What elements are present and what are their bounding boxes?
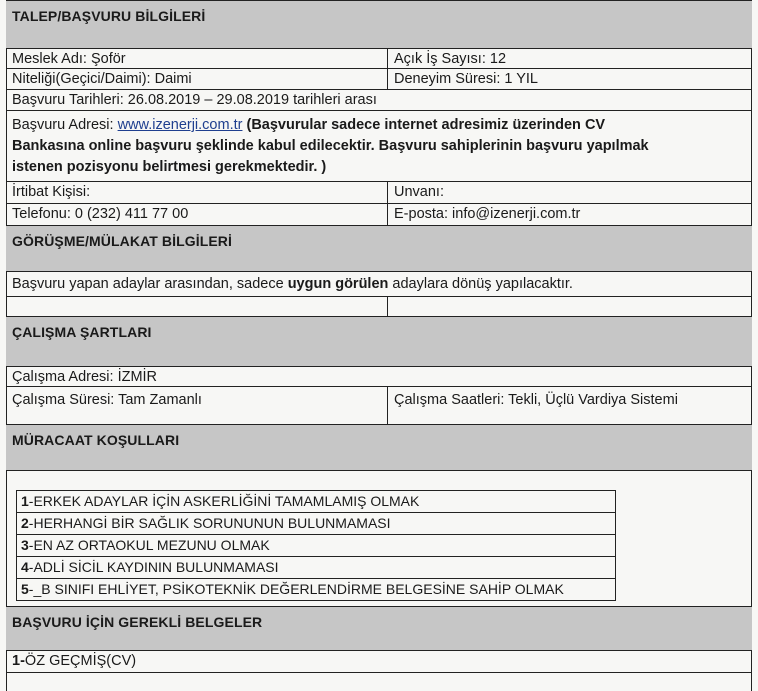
section-header-application-info [6, 0, 752, 48]
requirement-item [17, 579, 615, 601]
document-separator: - [20, 653, 25, 669]
work-hours-cell: Çalışma Saatleri: Tekli, Üçlü Vardiya Sistemi [394, 392, 678, 408]
requirement-text: ERKEK ADAYLAR İÇİN ASKERLİĞİNİ TAMAMLAMIŞ OLMAK [33, 493, 420, 509]
section-header-working-conditions [6, 316, 752, 366]
address-note-2: Bankasına online başvuru şeklinde kabul edilecektir. Başvuru sahiplerinin başvuru yapılmak [12, 138, 649, 154]
document-text [6, 651, 752, 672]
row-quality [6, 68, 752, 89]
empty-cell [6, 297, 388, 316]
requirement-text: ADLİ SİCİL KAYDININ BULUNMAMASI [33, 559, 279, 575]
section-header-interview [6, 225, 752, 271]
requirement-number: 1 [21, 493, 29, 509]
section-header-application-conditions [6, 424, 752, 470]
row-work-hours [6, 386, 752, 424]
row-contact [6, 181, 752, 203]
quality-cell: Niteliği(Geçici/Daimi): Daimi [6, 69, 388, 89]
row-empty [6, 296, 752, 316]
row-interview-text [6, 271, 752, 296]
interview-text [6, 272, 752, 296]
address-note-3: istenen pozisyonu belirtmesi gerekmektedir. ) [12, 159, 327, 175]
section-header-required-documents [6, 606, 752, 650]
document-number: 1 [12, 653, 21, 669]
work-address: Çalışma Adresi: İZMİR [12, 369, 158, 385]
interview-text-after: adaylara dönüş yapılacaktır. [388, 276, 573, 292]
requirement-number: 3 [21, 537, 29, 553]
section-title: TALEP/BAŞVURU BİLGİLERİ [12, 8, 206, 24]
application-dates: Başvuru Tarihleri: 26.08.2019 – 29.08.2019 tarihleri arası [12, 92, 377, 108]
section-title: MÜRACAAT KOŞULLARI [12, 432, 180, 448]
requirement-text: EN AZ ORTAOKUL MEZUNU OLMAK [33, 537, 270, 553]
requirement-separator: - [28, 493, 34, 509]
row-work-address [6, 366, 752, 386]
requirement-number: 5 [21, 581, 29, 597]
requirement-separator: - [28, 559, 34, 575]
open-positions-cell: Açık İş Sayısı: 12 [394, 51, 507, 67]
requirement-number: 2 [21, 515, 29, 531]
section-title: ÇALIŞMA ŞARTLARI [12, 324, 152, 340]
interview-text-before: Başvuru yapan adaylar arasından, sadece [12, 276, 288, 292]
interview-text-bold: uygun görülen [287, 276, 389, 292]
title-cell: Unvanı: [394, 184, 444, 200]
requirement-item [17, 557, 615, 579]
website-link[interactable]: www.izenerji.com.tr [117, 117, 243, 133]
row-occupation [6, 48, 752, 68]
requirement-item [17, 491, 615, 513]
occupation-cell: Meslek Adı: Şoför [6, 49, 388, 68]
requirements-list [16, 490, 616, 601]
requirement-text: HERHANGİ BİR SAĞLIK SORUNUNUN BULUNMAMASI [33, 515, 391, 531]
work-duration-cell: Çalışma Süresi: Tam Zamanlı [6, 387, 388, 424]
section-title: BAŞVURU İÇİN GEREKLİ BELGELER [12, 614, 263, 630]
requirement-separator: - [28, 537, 34, 553]
experience-cell: Deneyim Süresi: 1 YIL [394, 71, 538, 87]
row-address [6, 110, 752, 181]
requirement-separator: - [28, 515, 34, 531]
document-item [6, 650, 752, 672]
requirement-item [17, 535, 615, 557]
row-phone [6, 203, 752, 225]
requirement-text: B SINIFI EHLİYET, PSİKOTEKNİK DEĞERLENDİRME BELGESİNE SAHİP OLMAK [41, 581, 564, 597]
requirement-item [17, 513, 615, 535]
application-address-block [6, 111, 752, 181]
address-note-1: (Başvurular sadece internet adresimiz üzerinden CV [242, 117, 606, 133]
requirement-separator: -_ [28, 581, 42, 597]
address-label: Başvuru Adresi: [12, 117, 118, 133]
requirement-number: 4 [21, 559, 29, 575]
contact-person-cell: İrtibat Kişisi: [6, 182, 388, 203]
row-dates [6, 89, 752, 110]
email-cell: E-posta: info@izenerji.com.tr [394, 206, 581, 222]
document-row-spacer [6, 672, 752, 691]
empty-cell [388, 297, 752, 316]
section-title: GÖRÜŞME/MÜLAKAT BİLGİLERİ [12, 233, 233, 249]
document-label: ÖZ GEÇMİŞ(CV) [24, 653, 137, 669]
phone-cell: Telefonu: 0 (232) 411 77 00 [6, 204, 388, 225]
